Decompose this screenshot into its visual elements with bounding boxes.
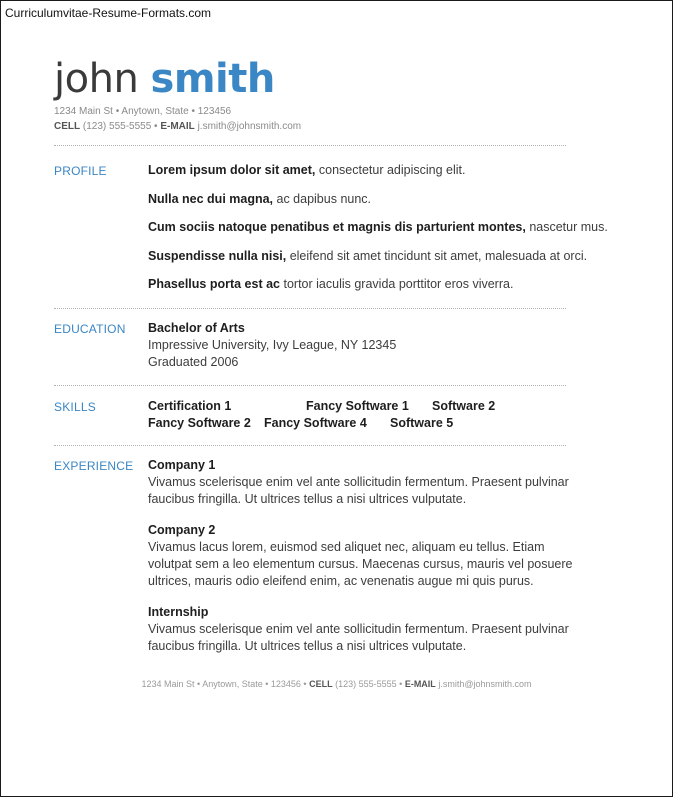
- profile-block: [148, 162, 608, 305]
- section-label-experience: EXPERIENCE: [54, 459, 134, 473]
- footer-email-value: j.smith@johnsmith.com: [438, 679, 532, 689]
- school: Impressive University, Ivy League, NY 12345: [148, 338, 397, 352]
- graduated: Graduated 2006: [148, 355, 239, 369]
- job-line: ultrices, mauris odio eleifend enim, ac venenatis augue mi quis purus.: [148, 574, 534, 588]
- divider: [54, 308, 566, 309]
- job-title: Company 1: [148, 458, 216, 472]
- experience-block: [148, 457, 608, 669]
- job-line: Vivamus lacus lorem, euismod sed aliquet nec, aliquam eu tellus. Etiam: [148, 540, 545, 554]
- footer-address: 1234 Main St • Anytown, State • 123456 •: [141, 679, 307, 689]
- contact-phone-email: [54, 121, 301, 132]
- profile-line: Cum sociis natoque penatibus et magnis dis parturient montes, nascetur mus.: [148, 220, 608, 234]
- email-value: j.smith@johnsmith.com: [197, 121, 302, 132]
- skills-block: [148, 398, 608, 432]
- skill-item: Certification 1: [148, 399, 232, 413]
- education-block: [148, 320, 608, 371]
- skills-row: [148, 398, 608, 415]
- profile-line: Phasellus porta est ac tortor iaculis gravida porttitor eros viverra.: [148, 277, 514, 291]
- email-label: E-MAIL: [160, 121, 195, 132]
- section-label-education: EDUCATION: [54, 322, 126, 336]
- divider: [54, 385, 566, 386]
- divider: [54, 445, 566, 446]
- job-entry: [148, 604, 608, 655]
- watermark: Curriculumvitae-Resume-Formats.com: [5, 6, 212, 20]
- section-label-profile: PROFILE: [54, 164, 107, 178]
- skills-row: [148, 415, 608, 432]
- job-line: Vivamus scelerisque enim vel ante sollicitudin fermentum. Praesent pulvinar: [148, 475, 569, 489]
- divider: [54, 145, 566, 146]
- job-line: Vivamus scelerisque enim vel ante sollicitudin fermentum. Praesent pulvinar: [148, 622, 569, 636]
- skill-item: Fancy Software 2: [148, 416, 251, 430]
- job-line: faucibus fringilla. Ut ultrices tellus a nisi ultrices vulputate.: [148, 639, 467, 653]
- job-line: volutpat sem a leo elementum cursus. Maecenas cursus, mauris vel posuere: [148, 557, 573, 571]
- footer-email-label: E-MAIL: [404, 679, 436, 689]
- skill-item: Software 5: [390, 416, 454, 430]
- job-entry: [148, 457, 608, 508]
- resume-name: [54, 56, 275, 102]
- footer-cell-label: CELL: [309, 679, 333, 689]
- job-line: faucibus fringilla. Ut ultrices tellus a nisi ultrices vulputate.: [148, 492, 467, 506]
- skill-item: Software 2: [432, 399, 496, 413]
- profile-line: Nulla nec dui magna, ac dapibus nunc.: [148, 191, 372, 206]
- cell-label: CELL: [54, 121, 81, 132]
- degree: Bachelor of Arts: [148, 321, 245, 335]
- job-title: Company 2: [148, 523, 216, 537]
- profile-line: Lorem ipsum dolor sit amet, consectetur adipiscing elit.: [148, 163, 466, 177]
- skill-item: Fancy Software 4: [264, 416, 367, 430]
- skill-item: Fancy Software 1: [306, 399, 409, 413]
- contact-address: 1234 Main St • Anytown, State • 123456: [54, 106, 232, 117]
- last-name: smith: [150, 56, 275, 102]
- cell-value: (123) 555-5555 •: [82, 121, 158, 132]
- profile-line: Suspendisse nulla nisi, eleifend sit amet tincidunt sit amet, malesuada at orci.: [148, 248, 588, 263]
- job-title: Internship: [148, 605, 209, 619]
- footer-contact: [0, 679, 673, 689]
- footer-cell-value: (123) 555-5555 •: [335, 679, 403, 689]
- first-name: john: [54, 56, 139, 102]
- section-label-skills: SKILLS: [54, 400, 96, 414]
- job-entry: [148, 522, 608, 590]
